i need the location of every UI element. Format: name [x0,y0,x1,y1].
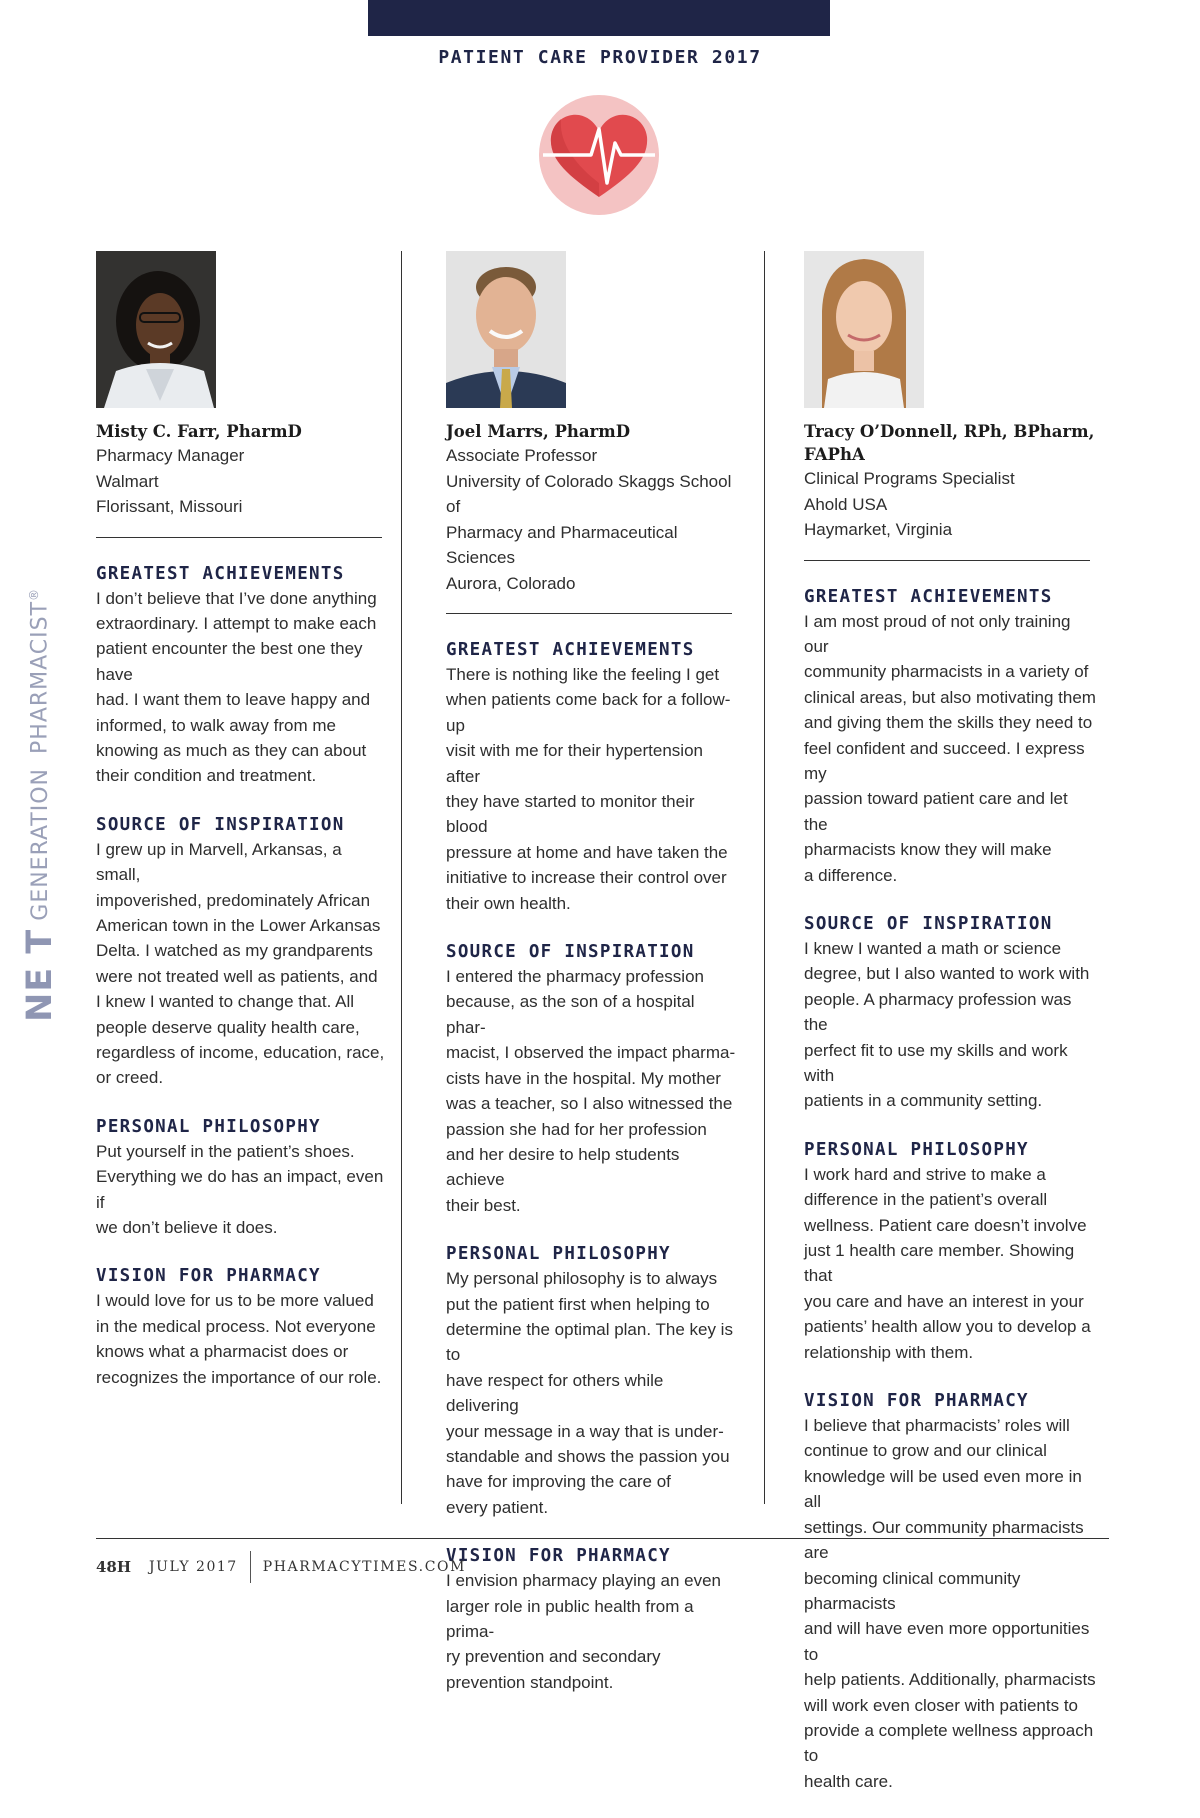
section-heading-vision: VISION FOR PHARMACY [96,1266,321,1287]
profile-employer: University of Colorado Skaggs School of [446,471,732,516]
section-heading-inspiration: SOURCE OF INSPIRATION [804,913,1053,934]
section-heading-philosophy: PERSONAL PHILOSOPHY [804,1139,1029,1160]
profile-photo [96,251,216,408]
profile-employer-cont: Pharmacy and Pharmaceutical Sciences [446,522,678,567]
profile-divider [446,613,732,614]
brand-generation: GENERATION [27,767,53,921]
profile-photo [446,251,566,408]
profile-employer: Ahold USA [804,494,888,514]
section-body-philosophy: Put yourself in the patient’s shoes. Everything we do has an impact, even if we don’t believe it does. [96,1141,384,1238]
profile-photo [804,251,924,408]
profile-employer: Walmart [96,471,159,491]
profile-location: Florissant, Missouri [96,497,243,516]
brand-pharmacist: PHARMACIST® [27,587,53,754]
column-divider-2 [764,251,765,1504]
profile-column-3 [804,251,1096,1818]
section-body-achievements: There is nothing like the feeling I get when patients come back for a follow-up visit with me for their hypertension after they have started to monitor their blood pressure at home and have taken the initiative to increase their control over their own health. [446,665,731,913]
section-body-vision: I would love for us to be more valued in the medical process. Not everyone knows what a pharmacist does or recognizes the importance of our role. [96,1291,382,1387]
section-body-inspiration: I knew I wanted a math or science degree, but I also wanted to work with people. A pharmacy profession was the perfect fit to use my skills and work with patients in a community setting. [804,938,1090,1111]
profile-title: Clinical Programs Specialist [804,469,1015,488]
profile-title: Pharmacy Manager [96,446,245,465]
profile-title: Associate Professor [446,446,598,465]
brand-next: NE T [20,928,60,1022]
section-heading-philosophy: PERSONAL PHILOSOPHY [446,1244,671,1265]
profile-divider [804,560,1090,561]
section-heading-achievements: GREATEST ACHIEVEMENTS [446,640,695,660]
footer-rule [96,1538,1109,1539]
profile-divider [96,537,382,538]
profile-column-2 [446,251,738,1719]
footer-separator [250,1551,251,1583]
section-heading-inspiration: SOURCE OF INSPIRATION [96,814,345,835]
profile-name: Tracy O’Donnell, RPh, BPharm, FAPhA [804,422,1095,464]
top-color-bar [368,0,830,36]
section-heading-achievements: GREATEST ACHIEVEMENTS [804,586,1053,607]
section-title: PATIENT CARE PROVIDER 2017 [438,47,762,68]
profile-location: Aurora, Colorado [446,573,576,593]
section-body-vision: I envision pharmacy playing an even larger role in public health from a prima- ry prevention and secondary prevention standpoint. [446,1571,721,1692]
section-body-vision: I believe that pharmacists’ roles will continue to grow and our clinical knowledge will be used even more in all settings. Our community pharmacists are becoming clinical community pharmacists and will have even more opportunities to help patients. Additionally, pharmacists will work even closer with patients to provide a complete wellness approach to health care. [804,1416,1096,1791]
heart-heartbeat-icon [537,93,661,217]
section-heading-philosophy: PERSONAL PHILOSOPHY [96,1116,321,1137]
section-heading-vision: VISION FOR PHARMACY [804,1391,1029,1412]
section-body-philosophy: I work hard and strive to make a difference in the patient’s overall wellness. Patient care doesn’t involve just 1 health care member. Showing that you care and have an interest in your patients’ health allow you to develop a relationship with them. [804,1164,1091,1362]
issue-date: JULY 2017 [149,1559,238,1575]
next-generation-pharmacist-brand [20,582,60,1022]
page-number: 48H [96,1558,132,1576]
profile-name: Joel Marrs, PharmD [446,422,630,441]
section-body-inspiration: I entered the pharmacy profession because, as the son of a hospital phar- macist, I observed the impact pharma- cists have in the hospital. My mother was a teacher, so I also witnessed the passion she had for her profession and her desire to help students achieve their best. [446,967,736,1215]
section-body-achievements: I don’t believe that I’ve done anything extraordinary. I attempt to make each patient encounter the best one they have had. I want them to leave happy and informed, to walk away from me knowing as much as they can about their condition and treatment. [96,588,377,786]
section-body-achievements: I am most proud of not only training our community pharmacists in a variety of clinical areas, but also motivating them and giving them the skills they need to feel confident and succeed. I express my passion toward patient care and let the pharmacists know they will make a difference. [804,611,1096,885]
website-link[interactable]: PHARMACYTIMES.COM [262,1559,467,1575]
column-divider-1 [401,251,402,1504]
page-footer [96,1551,466,1583]
section-body-inspiration: I grew up in Marvell, Arkansas, a small, impoverished, predominately African American town in the Lower Arkansas Delta. I watched as my grandparents were not treated well as patients, and I knew I wanted to change that. All people deserve quality health care, regardless of income, education, race, or creed. [96,839,385,1088]
section-heading-vision: VISION FOR PHARMACY [446,1546,671,1567]
section-heading-achievements: GREATEST ACHIEVEMENTS [96,563,345,584]
section-heading-inspiration: SOURCE OF INSPIRATION [446,942,695,963]
profile-location: Haymarket, Virginia [804,520,953,539]
profile-name: Misty C. Farr, PharmD [96,422,302,441]
profile-column-1 [96,251,388,1414]
section-body-philosophy: My personal philosophy is to always put the patient first when helping to determine the optimal plan. The key is to have respect for others while delivering your message in a way that is under- standable and shows the passion you have for improving the care of every patient. [446,1269,733,1517]
